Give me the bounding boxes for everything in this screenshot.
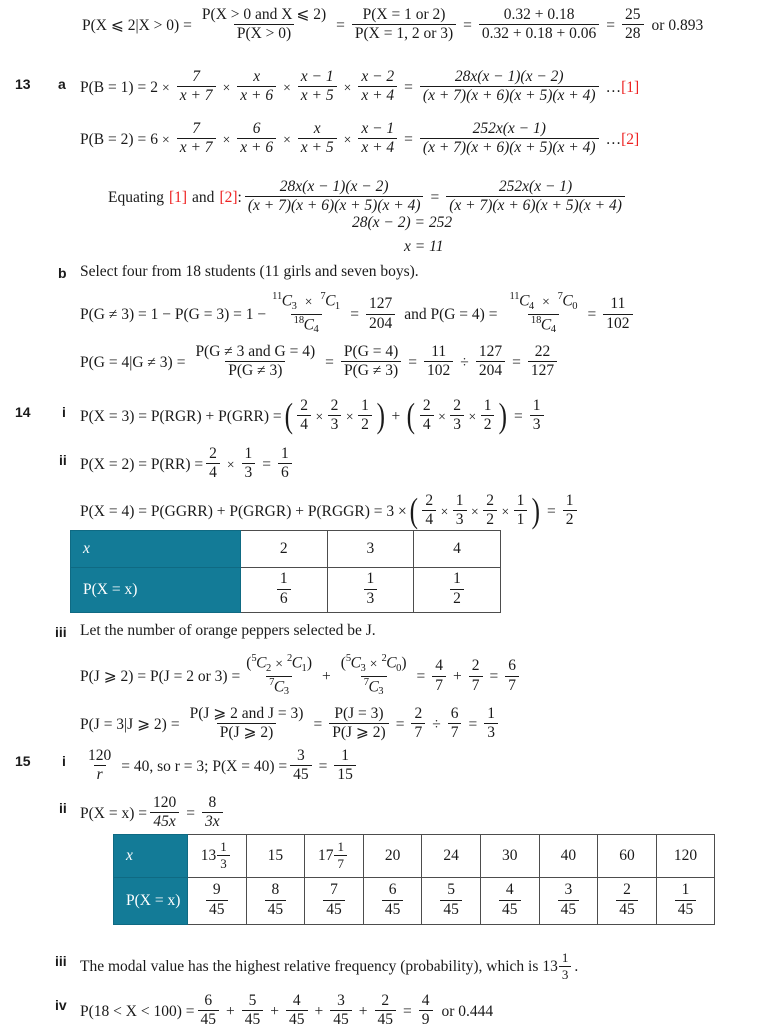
q13b-l1-combination-fraction-2: $\frac{^{11}C_4 \times ^7C_0}{^{18}C_4}$ [509,291,578,335]
part-label-14i: i [62,404,66,420]
q13a-solution: x = 11 [404,238,444,255]
part-label-14ii: ii [59,452,67,468]
q15iv-term-1: $\frac{5}{45}$ [242,993,264,1028]
q14iii-line-2: P(J = 3|J ⩾ 2) = $\frac{\text{P(J ⩾ 2 and J = 3)}}{P(J ⩾ 2)}$ = $\frac{P(J = 3)}{P(J ⩾ 2)}$ = $\frac{2}{7}$ ÷ $\frac{6}{7}$ = $\frac{1}{3}$ [80,707,501,742]
q15i-f3: $\frac{1}{15}$ [334,748,356,783]
table-cell-x-2: 4 [414,531,501,568]
q13a-equating-left: $\frac{28x(x - 1)(x - 2)}{(x + 7)(x + 6)(x + 5)(x + 4)}$ [245,179,424,214]
comb-7C1: $^7C_1$ [320,291,341,312]
comb-5C2: $^5C_2$ [251,653,272,674]
q13a-equating-joiner: and [192,188,215,206]
q13a-simplified-equation: 28(x − 2) = 252 [352,214,453,231]
q12-conditional-probability-line: P(X ⩽ 2|X > 0) = $\frac{\text{P(X > 0 and X ⩽ 2)}}{P(X > 0)}$ = $\frac{P(X = 1 or 2)}{P(X = 1, 2 or 3)}$ = $\frac{0.32 + 0.18}{0.32 + 0.18 + 0.06}$ = $\frac{25}{28}$ or 0.893 [82,6,704,43]
q13b-l1-conjunction: and P(G = 4) = [404,306,498,324]
q15i-f2: $\frac{3}{45}$ [290,748,312,783]
table-cell-x-8: 120 [656,835,715,878]
part-label-13b: b [58,265,67,281]
q14ii-l1-result: $\frac{1}{6}$ [278,446,292,481]
q13a-l2-result: $\frac{252x(x - 1)}{(x + 7)(x + 6)(x + 5)(x + 4)}$ [420,121,599,156]
q13b-l1-combination-fraction-1: $\frac{^{11}C_3 \times ^7C_1}{^{18}C_4}$ [272,291,341,335]
q14i-g1-f1: $\frac{2}{4}$ [297,398,311,433]
q14iii-line-1: P(J ⩾ 2) = P(J = 2 or 3) = $\frac{(^5C_2 \times ^2C_1)}{^7C_3}$ + $\frac{(^5C_3 \times ^2C_0)}{^7C_3}$ = $\frac{4}{7}$ + $\frac{2}{7}$ = $\frac{6}{7}$ [80,655,522,699]
q15i-mid: = 40, so r = 3; P(X = 40) = [121,757,288,775]
table-cell-x-7: 60 [598,835,657,878]
part-label-15i: i [62,753,66,769]
q15ii-lhs: P(X = x) = [80,804,147,822]
table-cell-p-0: $\frac{9}{45}$ [188,878,247,925]
q14i-line: P(X = 3) = P(RGR) + P(GRR) = ( $\frac{2}{4}$ × $\frac{2}{3}$ × $\frac{1}{2}$ ) + ( $\frac{2}{4}$ × $\frac{2}{3}$ × $\frac{1}{2}$ ) = $\frac{1}{3}$ [80,399,547,434]
table-row [71,568,501,613]
q13b-l2-lhs: P(G = 4|G ≠ 3) [80,353,173,371]
q12-fraction-2: $\frac{P(X = 1 or 2)}{P(X = 1, 2 or 3)}$ [352,7,456,42]
q15iii-period: . [574,958,579,976]
table-cell-x-5: 30 [480,835,539,878]
q14iii-l2-f5: $\frac{1}{3}$ [484,706,498,741]
q12-lhs: P(X ⩽ 2|X > 0) [82,16,180,34]
q14iii-l2-f1: $\frac{\text{P(J ⩾ 2 and J = 3)}}{P(J ⩾ 2)}$ [189,705,304,742]
q15iv-or-text: or 0.444 [441,1002,494,1020]
q13b-line-2: P(G = 4|G ≠ 3) = $\frac{\text{P(G ≠ 3 and G = 4)}}{P(G \ne 3)}$ = $\frac{P(G = 4)}{P(G \ne 3)}$ = $\frac{11}{102}$ ÷ $\frac{127}{204}$ = $\frac{22}{127}$ [80,345,560,380]
q14iii-l1-term-2: $\frac{(^5C_3 \times ^2C_0)}{^7C_3}$ [340,653,407,697]
q13a-l1-result: $\frac{28x(x - 1)(x - 2)}{(x + 7)(x + 6)(x + 5)(x + 4)}$ [420,69,599,104]
distribution-table-q14 [70,530,501,613]
q13a-l1-coefficient: 2 [150,78,159,96]
comb-5C3: $^5C_3$ [345,653,366,674]
question-number-15: 15 [15,753,31,769]
table-cell-p-7: $\frac{2}{45}$ [598,878,657,925]
q14iii-l2-lhs: P(J = 3|J ⩾ 2) [80,715,167,733]
q13a-equating-line: Equating [1] and [2] : $\frac{28x(x - 1)(x - 2)}{(x + 7)(x + 6)(x + 5)(x + 4)}$ = $\frac{252x(x - 1)}{(x + 7)(x + 6)(x + 5)(x + 4)}$ [108,180,628,215]
table-cell-x-0: 13 $\frac{1}{3}$ [188,835,247,878]
table-cell-x-4: 24 [422,835,481,878]
q12-or-text: or 0.893 [651,16,704,34]
q15iv-term-2: $\frac{4}{45}$ [286,993,308,1028]
q13a-l1-ellipsis: … [605,78,622,96]
q14iii-l2-f4: $\frac{6}{7}$ [448,706,462,741]
q13a-l2-factor-2: $\frac{6}{x + 6}$ [237,121,276,156]
q15iii-statement: The modal value has the highest relative frequency (probability), which is [80,958,539,976]
close-paren-icon: ) [376,395,385,435]
table-cell-x-6: 40 [539,835,598,878]
q12-result-fraction: $\frac{25}{28}$ [622,7,644,42]
table-header-probability: P(X = x) [71,568,241,613]
table-cell-p-3: $\frac{6}{45}$ [363,878,422,925]
q13b-l1-result-2: $\frac{11}{102}$ [603,296,632,331]
q15ii-f1: $\frac{120}{45x}$ [150,795,179,830]
q13a-l1-tag: [1] [621,78,640,96]
table-cell-p-1: $\frac{1}{3}$ [327,568,414,613]
q13a-equating-right: $\frac{252x(x - 1)}{(x + 7)(x + 6)(x + 5)(x + 4)}$ [446,179,625,214]
q13a-l2-factor-4: $\frac{x - 1}{x + 4}$ [358,121,397,156]
q15ii-line: P(X = x) = $\frac{120}{45x}$ = $\frac{8}{3x}$ [80,796,226,831]
q13b-l2-fraction-3: $\frac{11}{102}$ [424,344,453,379]
q14i-plus: + [391,407,401,425]
table-cell-x-3: 20 [363,835,422,878]
table-cell-x-1: 3 [327,531,414,568]
part-label-15iv: iv [55,997,67,1013]
q15iv-term-0: $\frac{6}{45}$ [198,993,220,1028]
q13a-l2-coefficient: 6 [150,130,159,148]
q13a-l1-factor-2: $\frac{x}{x + 6}$ [237,69,276,104]
q15iv-lhs: P(18 < X < 100) = [80,1002,195,1020]
table-header-probability: P(X = x) [114,878,188,925]
q14i-g1-f3: $\frac{1}{2}$ [358,398,372,433]
q14iii-l1-lhs: P(J ⩾ 2) = P(J = 2 or 3) = [80,668,241,686]
q15iv-result: $\frac{4}{9}$ [419,993,433,1028]
open-paren-icon-3: ( [409,490,418,530]
q14iii-l1-r1: $\frac{4}{7}$ [432,658,446,693]
q14ii-l2-lhs: P(X = 4) = P(GGRR) + P(GRGR) + P(RGGR) = 3 × [80,502,407,520]
q13b-l2-divide: ÷ [460,353,469,371]
close-paren-icon-2: ) [499,395,508,435]
part-label-15iii: iii [55,953,67,969]
open-paren-icon-2: ( [406,395,416,435]
part-label-15ii: ii [59,800,67,816]
q15i-f1: $\frac{120}{r}$ [88,747,112,784]
q15iv-term-4: $\frac{2}{45}$ [375,993,397,1028]
table-cell-p-4: $\frac{5}{45}$ [422,878,481,925]
q12-fraction-3: $\frac{0.32 + 0.18}{0.32 + 0.18 + 0.06}$ [479,7,599,42]
table-cell-x-2: 17 $\frac{1}{7}$ [305,835,364,878]
q13b-l2-fraction-5: $\frac{22}{127}$ [528,344,557,379]
table-cell-x-1: 15 [246,835,305,878]
q13a-equating-colon: : [237,188,242,206]
q14i-g2-f1: $\frac{2}{4}$ [420,398,434,433]
q13b-statement: Select four from 18 students (11 girls and seven boys). [80,263,419,280]
q13a-l2-lhs: P(B = 2) [80,130,134,148]
table-cell-p-0: $\frac{1}{6}$ [241,568,328,613]
table-cell-x-0: 2 [241,531,328,568]
q13a-l1-lhs: P(B = 1) [80,78,134,96]
q14ii-l2-f4: $\frac{1}{1}$ [514,493,528,528]
q14i-result: $\frac{1}{3}$ [530,398,544,433]
comb-11C4: $^{11}C_4$ [509,291,535,312]
comb-7C0: $^7C_0$ [557,291,578,312]
q13b-l2-fraction-4: $\frac{127}{204}$ [476,344,505,379]
q14iii-statement: Let the number of orange peppers selected be J. [80,622,376,639]
q15iv-line: P(18 < X < 100) = $\frac{6}{45}$ + $\frac{5}{45}$ + $\frac{4}{45}$ + $\frac{3}{45}$ + $\frac{2}{45}$ = $\frac{4}{9}$ or 0.444 [80,992,494,1029]
q14iii-l2-f2: $\frac{P(J = 3)}{P(J ⩾ 2)}$ [329,706,388,741]
q15i-line: $\frac{120}{r}$ = 40, so r = 3; P(X = 40) = $\frac{3}{45}$ = $\frac{1}{15}$ [82,749,359,784]
table-header-x: x [71,531,241,568]
q14ii-l2-f2: $\frac{1}{3}$ [453,493,467,528]
q14ii-line-2: P(X = 4) = P(GGRR) + P(GRGR) + P(RGGR) = 3 × ( $\frac{2}{4}$ × $\frac{1}{3}$ × $\frac{2}{2}$ × $\frac{1}{1}$ ) = $\frac{1}{2}$ [80,494,580,529]
q13b-l2-fraction-1: $\frac{\text{P(G ≠ 3 and G = 4)}}{P(G \ne 3)}$ [195,343,316,380]
q14ii-l1-lhs: P(X = 2) = P(RR) = [80,455,204,473]
q13a-l1-factor-1: $\frac{7}{x + 7}$ [177,69,216,104]
comb-2C0: $^2C_0$ [381,653,402,674]
q13b-l1-result-1: $\frac{127}{204}$ [366,296,395,331]
table-cell-p-8: $\frac{1}{45}$ [656,878,715,925]
q14iii-l1-r2: $\frac{2}{7}$ [469,658,483,693]
table-cell-p-1: $\frac{8}{45}$ [246,878,305,925]
q13a-l2-factor-1: $\frac{7}{x + 7}$ [177,121,216,156]
part-label-14iii: iii [55,624,67,640]
comb-2C1: $^2C_1$ [286,653,307,674]
q12-fraction-1: $\frac{\text{P(X > 0 and X ⩽ 2)}}{P(X > 0)}$ [201,6,327,43]
q14i-lhs: P(X = 3) = P(RGR) + P(GRR) = [80,407,282,425]
q14iii-l1-plus-2: + [453,668,462,686]
comb-18C4-second: $^{18}C_4$ [530,314,557,335]
q14ii-l2-result: $\frac{1}{2}$ [563,493,577,528]
q14iii-l2-f3: $\frac{2}{7}$ [411,706,425,741]
q15iii-modal-value: 13 $\frac{1}{3}$ [542,952,574,982]
q14iii-l2-divide: ÷ [432,715,441,733]
table-cell-p-6: $\frac{3}{45}$ [539,878,598,925]
q14iii-l1-plus: + [321,668,331,686]
question-number-13: 13 [15,76,31,92]
comb-7C3-second: $^7C_3$ [363,676,384,697]
q13a-l2-tag: [2] [621,130,640,148]
q13a-l1-factor-3: $\frac{x - 1}{x + 5}$ [298,69,337,104]
table-header-x: x [114,835,188,878]
q14ii-l2-f1: $\frac{2}{4}$ [422,493,436,528]
q15iv-term-3: $\frac{3}{45}$ [330,993,352,1028]
q13a-equating-ref-a: [1] [168,188,188,206]
q14ii-l2-f3: $\frac{2}{2}$ [483,493,497,528]
q13b-l2-fraction-2: $\frac{P(G = 4)}{P(G \ne 3)}$ [341,344,401,379]
table-cell-p-2: $\frac{1}{2}$ [414,568,501,613]
q15iii-statement-line [80,952,578,982]
q13b-l1-lhs: P(G ≠ 3) = 1 − P(G = 3) = 1 − [80,306,267,324]
q13b-line-1: P(G ≠ 3) = 1 − P(G = 3) = 1 − $\frac{^{11}C_3 \times ^7C_1}{^{18}C_4}$ = $\frac{127}{204}$ and P(G = 4) = $\frac{^{11}C_4 \times ^7C_0}{^{18}C_4}$ = $\frac{11}{102}$ [80,293,636,337]
q13a-line-2: P(B = 2) = 6 × $\frac{7}{x + 7}$ × $\frac{6}{x + 6}$ × $\frac{x}{x + 5}$ × $\frac{x - 1}{x + 4}$ = $\frac{252x(x - 1)}{(x + 7)(x + 6)(x + 5)(x + 4)}$ … [2] [80,120,640,157]
q14ii-l1-f1: $\frac{2}{4}$ [206,446,220,481]
q14i-g2-f2: $\frac{2}{3}$ [450,398,464,433]
part-label-13a: a [58,76,66,92]
q13a-equating-ref-b: [2] [219,188,238,206]
q13a-l2-factor-3: $\frac{x}{x + 5}$ [298,121,337,156]
q13a-line-1: P(B = 1) = 2 × $\frac{7}{x + 7}$ × $\frac{x}{x + 6}$ × $\frac{x - 1}{x + 5}$ × $\frac{x - 2}{x + 4}$ = $\frac{28x(x - 1)(x - 2)}{(x + 7)(x + 6)(x + 5)(x + 4)}$ … [1] [80,68,640,105]
q14iii-l1-r3: $\frac{6}{7}$ [505,658,519,693]
q13a-equating-prefix: Equating [108,188,164,206]
comb-11C3: $^{11}C_3$ [272,291,297,312]
table-row [114,835,715,878]
table-row [71,531,501,568]
q13a-l1-factor-4: $\frac{x - 2}{x + 4}$ [358,69,397,104]
comb-18C4: $^{18}C_4$ [293,314,319,335]
question-number-14: 14 [15,404,31,420]
q14ii-l1-f2: $\frac{1}{3}$ [242,446,256,481]
q13a-l2-ellipsis: … [605,130,622,148]
q14i-g1-f2: $\frac{2}{3}$ [328,398,342,433]
distribution-table-q15 [113,834,715,925]
comb-7C3: $^7C_3$ [269,676,290,697]
table-cell-p-2: $\frac{7}{45}$ [305,878,364,925]
q14ii-line-1: P(X = 2) = P(RR) = $\frac{2}{4}$ × $\frac{1}{3}$ = $\frac{1}{6}$ [80,447,295,482]
table-cell-p-5: $\frac{4}{45}$ [480,878,539,925]
q14i-g2-f3: $\frac{1}{2}$ [481,398,495,433]
q15ii-f2: $\frac{8}{3x}$ [202,795,223,830]
table-row [114,878,715,925]
open-paren-icon: ( [284,395,293,435]
close-paren-icon-3: ) [532,490,541,530]
q14iii-l1-term-1: $\frac{(^5C_2 \times ^2C_1)}{^7C_3}$ [246,653,312,697]
